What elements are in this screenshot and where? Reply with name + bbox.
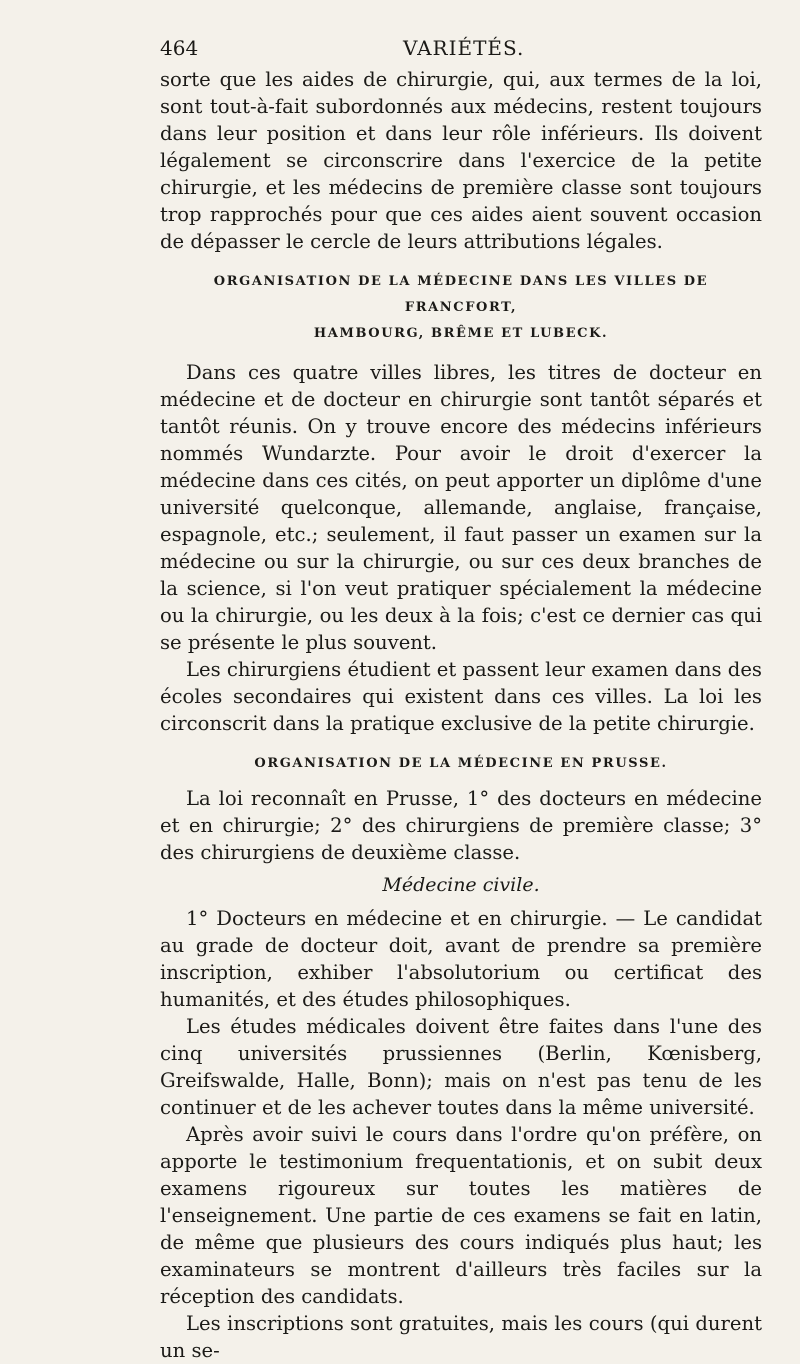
page-header <box>160 30 762 66</box>
paragraph-6: Les études médicales doivent être faites dans l'une des cinq universités prussiennes (Berlin, Kœnisberg, Greifswalde, Halle, Bonn); mais on n'est pas tenu de les continuer et de les achever toutes dans la même université. <box>160 1015 762 1119</box>
section-heading-prussia: ORGANISATION DE LA MÉDECINE EN PRUSSE. <box>254 756 668 771</box>
section-heading-line-1: ORGANISATION DE LA MÉDECINE DANS LES VILLES DE FRANCFORT, <box>213 274 709 315</box>
paragraph-7: Après avoir suivi le cours dans l'ordre qu'on préfère, on apporte le testimonium frequentationis, et on subit deux examens rigoureux sur toutes les matières de l'enseignement. Une partie de ces examens se fait en latin, de même que plusieurs des cours indiqués plus haut; les examinateurs se montrent d'ailleurs très faciles sur la réception des candidats. <box>160 1123 762 1308</box>
page-number: 464 <box>160 36 199 60</box>
paragraph-1: sorte que les aides de chirurgie, qui, aux termes de la loi, sont tout-à-fait subordonnés aux médecins, restent toujours dans leur position et dans leur rôle inférieurs. Ils doivent légalement se circonscrire dans l'exercice de la petite chirurgie, et les médecins de première classe sont toujours trop rapprochés pour que ces aides aient souvent occasion de dépasser le cercle de leurs attributions légales. <box>160 68 762 253</box>
section-heading-line-2: HAMBOURG, BRÊME ET LUBECK. <box>313 326 609 341</box>
paragraph-5: 1° Docteurs en médecine et en chirurgie. — Le candidat au grade de docteur doit, avant de prendre sa première inscription, exhiber l'absolutorium ou certificat des humanités, et des études philosophiques. <box>160 907 762 1011</box>
section-heading-frankfort <box>160 269 762 347</box>
paragraph-3: Les chirurgiens étudient et passent leur examen dans des écoles secondaires qui existent dans ces villes. La loi les circonscrit dans la pratique exclusive de la petite chirurgie. <box>160 658 762 735</box>
paragraph-4: La loi reconnaît en Prusse, 1° des docteurs en médecine et en chirurgie; 2° des chirurgiens de première classe; 3° des chirurgiens de deuxième classe. <box>160 787 762 864</box>
running-title: VARIÉTÉS. <box>403 36 525 60</box>
paragraph-2: Dans ces quatre villes libres, les titres de docteur en médecine et de docteur en chirurgie sont tantôt séparés et tantôt réunis. On y trouve encore des médecins inférieurs nommés Wundarzte. Pour avoir le droit d'exercer la médecine dans ces cités, on peut apporter un diplôme d'une université quelconque, allemande, anglaise, française, espagnole, etc.; seulement, il faut passer un examen sur la médecine ou sur la chirurgie, ou sur ces deux branches de la science, si l'on veut pratiquer spécialement la médecine ou la chirurgie, ou les deux à la fois; c'est ce dernier cas qui se présente le plus souvent. <box>160 361 762 654</box>
paragraph-8: Les inscriptions sont gratuites, mais les cours (qui durent un se- <box>160 1312 762 1362</box>
subheading-medecine-civile: Médecine civile. <box>382 874 540 896</box>
